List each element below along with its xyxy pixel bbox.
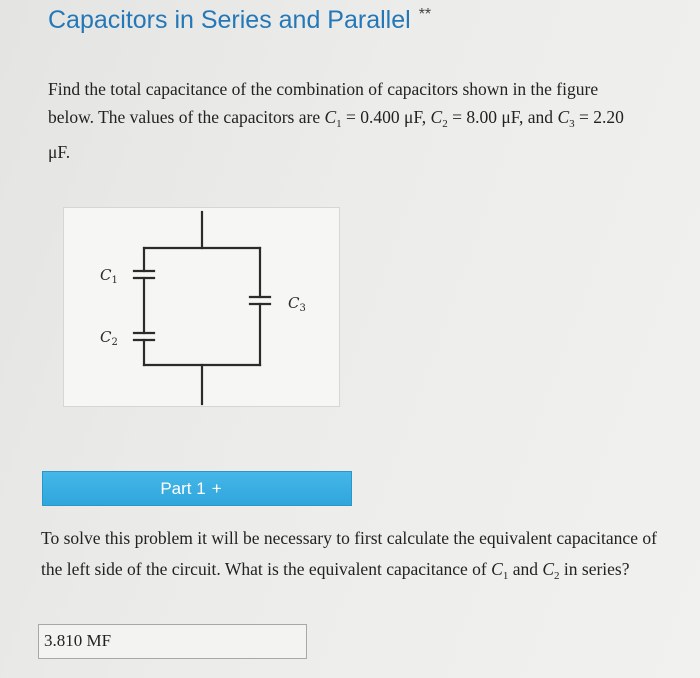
c2-value: = 8.00 μF, and bbox=[447, 107, 558, 127]
circuit-diagram bbox=[64, 208, 339, 406]
part-label: Part 1 bbox=[160, 478, 206, 498]
sub-question-end: in series? bbox=[559, 559, 630, 579]
c3-symbol: C bbox=[557, 107, 570, 127]
part-1-expand-button[interactable] bbox=[42, 471, 352, 506]
c2-label: $C_2$ bbox=[100, 328, 118, 348]
sub-c2-symbol: C bbox=[542, 559, 555, 579]
c3-value: = 2.20 μF. bbox=[48, 107, 624, 162]
page-title-text: Capacitors in Series and Parallel bbox=[48, 6, 411, 34]
question-text bbox=[48, 75, 648, 166]
circuit-figure bbox=[63, 207, 340, 407]
c2-symbol: C bbox=[430, 107, 443, 127]
expand-plus-icon: + bbox=[211, 478, 222, 498]
c3-label: $C_3$ bbox=[288, 294, 306, 314]
sub-c1-subscript: 1 bbox=[502, 570, 509, 582]
question-intro: Find the total capacitance of the combination of capacitors shown in the figure below. The values of the capacitors are bbox=[48, 79, 599, 127]
c1-symbol: C bbox=[324, 107, 337, 127]
sub-c1-symbol: C bbox=[491, 559, 503, 579]
sub-and: and bbox=[508, 559, 543, 579]
c1-value: = 0.400 μF, bbox=[341, 107, 431, 127]
c2-subscript: 2 bbox=[442, 118, 448, 130]
difficulty-stars: ** bbox=[418, 6, 432, 23]
sub-question-intro: To solve this problem it will be necessary to first calculate the equivalent capacitance of the left side of the circuit. What is the equivalent capacitance of bbox=[41, 528, 657, 579]
c3-subscript: 3 bbox=[569, 118, 575, 130]
page-title bbox=[48, 6, 431, 35]
answer-input[interactable]: 3.810 MF bbox=[38, 624, 307, 659]
sub-c2-subscript: 2 bbox=[554, 570, 560, 582]
sub-question-text bbox=[41, 523, 661, 592]
c1-label: $C_1$ bbox=[100, 266, 118, 286]
c1-subscript: 1 bbox=[336, 118, 342, 130]
